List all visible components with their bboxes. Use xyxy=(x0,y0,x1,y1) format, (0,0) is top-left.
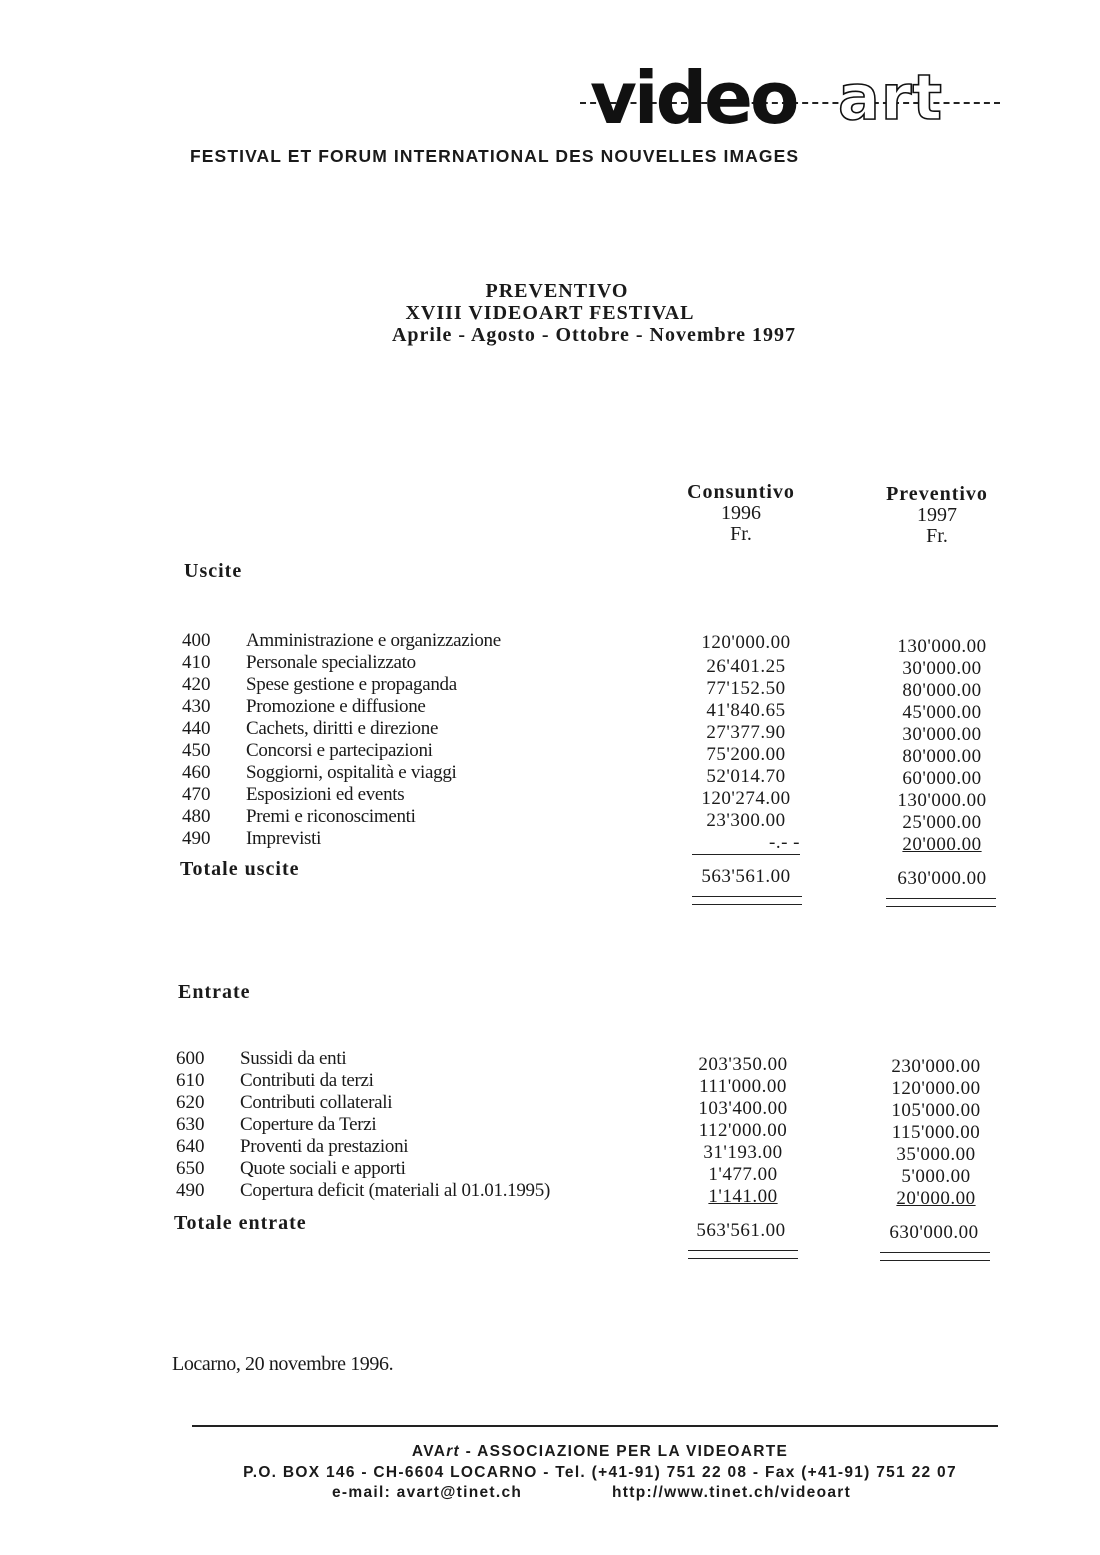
value-consuntivo: 103'400.00 xyxy=(698,1098,788,1119)
footer-divider xyxy=(192,1425,998,1427)
column-header-currency: Fr. xyxy=(730,523,752,545)
row-description: Cachets, diritti e direzione xyxy=(246,718,439,739)
row-description: Soggiorni, ospitalità e viaggi xyxy=(246,762,457,783)
row-description: Spese gestione e propaganda xyxy=(246,674,457,695)
value-consuntivo: 77'152.50 xyxy=(706,678,786,699)
row-code: 640 xyxy=(176,1136,205,1157)
document-title xyxy=(0,280,1100,346)
total-entrate-label: Totale entrate xyxy=(174,1212,307,1234)
row-description: Imprevisti xyxy=(246,828,322,849)
double-underline xyxy=(880,1252,990,1261)
row-code: 400 xyxy=(182,630,211,651)
total-entrate-consuntivo: 563'561.00 xyxy=(696,1220,786,1241)
column-header-label: Preventivo xyxy=(886,483,988,505)
row-description: Contributi collaterali xyxy=(240,1092,393,1113)
row-code: 440 xyxy=(182,718,211,739)
row-description: Copertura deficit (materiali al 01.01.1995) xyxy=(240,1180,550,1201)
footer-address: P.O. BOX 146 - CH-6604 LOCARNO - Tel. (+41-91) 751 22 08 - Fax (+41-91) 751 22 07 xyxy=(243,1464,957,1481)
row-description: Concorsi e partecipazioni xyxy=(246,740,433,761)
place-date: Locarno, 20 novembre 1996. xyxy=(172,1353,394,1375)
value-consuntivo: 111'000.00 xyxy=(699,1076,787,1097)
value-consuntivo: 112'000.00 xyxy=(698,1120,788,1141)
org-prefix: AVA xyxy=(411,1443,447,1460)
double-underline xyxy=(692,896,802,905)
value-consuntivo: 203'350.00 xyxy=(698,1054,788,1075)
row-description: Promozione e diffusione xyxy=(246,696,426,717)
row-description: Esposizioni ed events xyxy=(246,784,405,805)
column-header-preventivo xyxy=(852,484,1022,547)
row-description: Amministrazione e organizzazione xyxy=(246,630,501,651)
column-header-consuntivo xyxy=(656,482,826,545)
value-consuntivo: 75'200.00 xyxy=(706,744,786,765)
value-preventivo: 80'000.00 xyxy=(902,746,982,767)
value-preventivo: 105'000.00 xyxy=(891,1100,981,1121)
value-preventivo: 120'000.00 xyxy=(891,1078,981,1099)
value-preventivo: 20'000.00 xyxy=(902,834,982,855)
row-description: Sussidi da enti xyxy=(240,1048,347,1069)
value-preventivo: 115'000.00 xyxy=(891,1122,981,1143)
value-preventivo: 5'000.00 xyxy=(901,1166,971,1187)
value-preventivo: 80'000.00 xyxy=(902,680,982,701)
value-consuntivo-last xyxy=(676,832,816,855)
total-uscite-label: Totale uscite xyxy=(180,858,300,880)
total-entrate-preventivo: 630'000.00 xyxy=(889,1222,979,1243)
row-code: 480 xyxy=(182,806,211,827)
column-header-label: Consuntivo xyxy=(687,481,795,503)
value-consuntivo: 23'300.00 xyxy=(706,810,786,831)
value-consuntivo: 1'141.00 xyxy=(708,1186,778,1207)
double-underline xyxy=(886,898,996,907)
value-preventivo: 230'000.00 xyxy=(891,1056,981,1077)
footer-email: e-mail: avart@tinet.ch xyxy=(332,1484,523,1501)
row-code: 490 xyxy=(176,1180,205,1201)
row-code: 650 xyxy=(176,1158,205,1179)
row-code: 420 xyxy=(182,674,211,695)
value-preventivo: 20'000.00 xyxy=(896,1188,976,1209)
value-preventivo: 30'000.00 xyxy=(902,724,982,745)
value-preventivo: 25'000.00 xyxy=(902,812,982,833)
row-code: 460 xyxy=(182,762,211,783)
row-description: Coperture da Terzi xyxy=(240,1114,377,1135)
double-underline xyxy=(688,1250,798,1259)
row-code: 470 xyxy=(182,784,211,805)
section-title-uscite: Uscite xyxy=(184,560,243,582)
value-consuntivo: 1'477.00 xyxy=(708,1164,778,1185)
row-code: 610 xyxy=(176,1070,205,1091)
videoart-logo xyxy=(590,58,1010,138)
value-preventivo: 130'000.00 xyxy=(897,790,987,811)
section-title-entrate: Entrate xyxy=(178,981,251,1003)
footer-website: http://www.tinet.ch/videoart xyxy=(612,1484,852,1501)
row-code: 450 xyxy=(182,740,211,761)
value-preventivo: 45'000.00 xyxy=(902,702,982,723)
value-consuntivo: 120'000.00 xyxy=(701,632,791,653)
row-code: 490 xyxy=(182,828,211,849)
value-dashes: -.- - xyxy=(692,832,800,855)
row-code: 600 xyxy=(176,1048,205,1069)
row-code: 630 xyxy=(176,1114,205,1135)
total-uscite-consuntivo: 563'561.00 xyxy=(701,866,791,887)
org-rest: - ASSOCIAZIONE PER LA VIDEOARTE xyxy=(460,1443,789,1460)
column-header-year: 1996 xyxy=(721,502,761,524)
row-description: Contributi da terzi xyxy=(240,1070,374,1091)
title-line-1: PREVENTIVO xyxy=(485,280,629,302)
row-code: 410 xyxy=(182,652,211,673)
row-description: Premi e riconoscimenti xyxy=(246,806,416,827)
value-consuntivo: 27'377.90 xyxy=(706,722,786,743)
row-description: Quote sociali e apporti xyxy=(240,1158,406,1179)
logo-text-art: art xyxy=(838,61,944,134)
value-preventivo: 35'000.00 xyxy=(896,1144,976,1165)
value-consuntivo: 26'401.25 xyxy=(706,656,786,677)
title-line-3: Aprile - Agosto - Ottobre - Novembre 1997 xyxy=(391,324,797,346)
footer-organization xyxy=(180,1443,1020,1461)
value-preventivo: 60'000.00 xyxy=(902,768,982,789)
org-italic: rt xyxy=(446,1443,461,1460)
row-description: Personale specializzato xyxy=(246,652,416,673)
column-header-year: 1997 xyxy=(917,504,957,526)
total-uscite-preventivo: 630'000.00 xyxy=(897,868,987,889)
festival-tagline: FESTIVAL ET FORUM INTERNATIONAL DES NOUVELLES IMAGES xyxy=(190,146,800,166)
title-line-2: XVIII VIDEOART FESTIVAL xyxy=(405,302,695,324)
logo-text-video: video xyxy=(590,56,797,140)
value-consuntivo: 52'014.70 xyxy=(706,766,786,787)
value-preventivo: 30'000.00 xyxy=(902,658,982,679)
row-code: 430 xyxy=(182,696,211,717)
row-code: 620 xyxy=(176,1092,205,1113)
column-header-currency: Fr. xyxy=(926,525,948,547)
value-consuntivo: 31'193.00 xyxy=(703,1142,783,1163)
value-consuntivo: 120'274.00 xyxy=(701,788,791,809)
row-description: Proventi da prestazioni xyxy=(240,1136,409,1157)
value-preventivo: 130'000.00 xyxy=(897,636,987,657)
value-consuntivo: 41'840.65 xyxy=(706,700,786,721)
